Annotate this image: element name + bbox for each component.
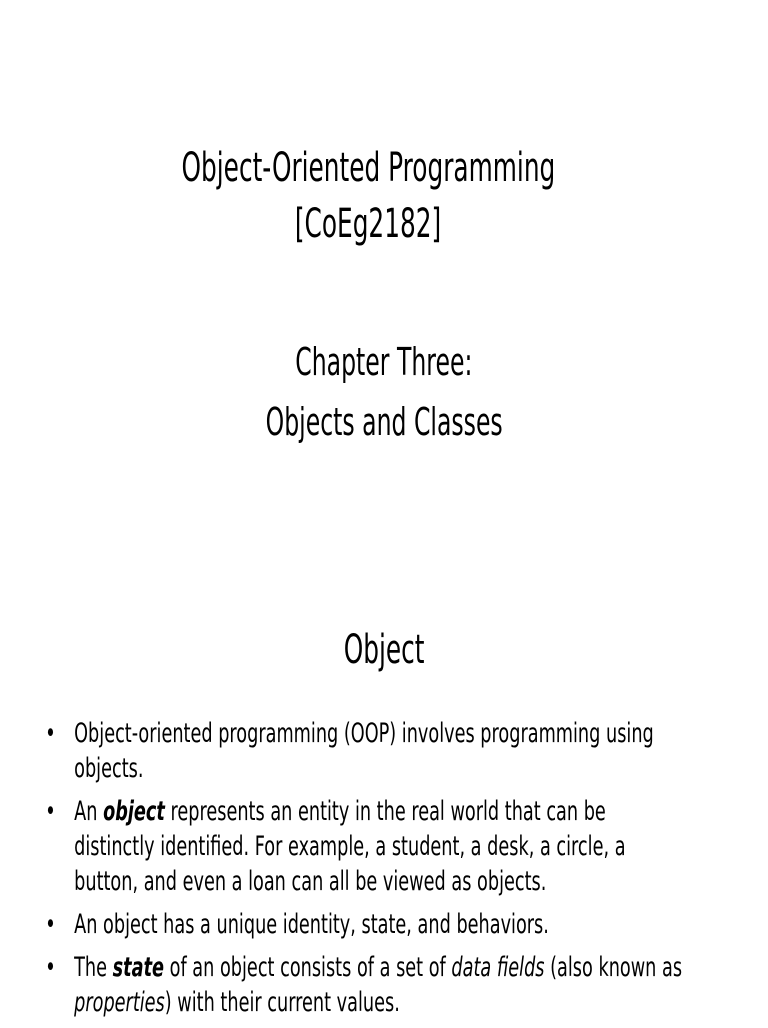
bullet-text-mid: of an object consists of a set of xyxy=(164,952,452,983)
bullet-dot: • xyxy=(45,952,56,983)
bullet-item xyxy=(44,907,725,942)
bullet-text-pre: An xyxy=(74,796,104,827)
bullet-list xyxy=(44,716,725,1028)
section-heading: Object xyxy=(343,627,425,673)
bullet-term-2: data fields xyxy=(451,952,545,983)
bullet-dot: • xyxy=(45,796,56,827)
bullet-dot: • xyxy=(45,718,56,749)
bullet-text: Object-oriented programming (OOP) involves programming using objects. xyxy=(74,718,654,784)
bullet-text-post: represents an entity in the real world that can be distinctly identified. For example, a student, a desk, a circle, a button, and even a loan can all be viewed as objects. xyxy=(74,796,626,897)
bullet-item xyxy=(44,950,755,1020)
bullet-term-3: properties xyxy=(74,987,165,1018)
bullet-text: An object has a unique identity, state, and behaviors. xyxy=(74,909,549,940)
course-code: [CoEg2182] xyxy=(294,201,442,247)
bullet-item xyxy=(44,716,719,786)
slide-subtitle xyxy=(0,332,768,452)
slide-title xyxy=(0,140,736,252)
chapter-number: Chapter Three: xyxy=(295,340,473,384)
bullet-text-mid-2: (also known as xyxy=(544,952,683,983)
bullet-term: object xyxy=(103,796,165,827)
bullet-text-post: ) with their current values. xyxy=(164,987,400,1018)
bullet-dot: • xyxy=(45,909,56,940)
chapter-title: Objects and Classes xyxy=(265,400,503,444)
title-line-1: Object-Oriented Programming xyxy=(181,145,555,191)
bullet-term: state xyxy=(112,952,165,983)
bullet-item xyxy=(44,794,680,899)
bullet-text-pre: The xyxy=(74,952,113,983)
